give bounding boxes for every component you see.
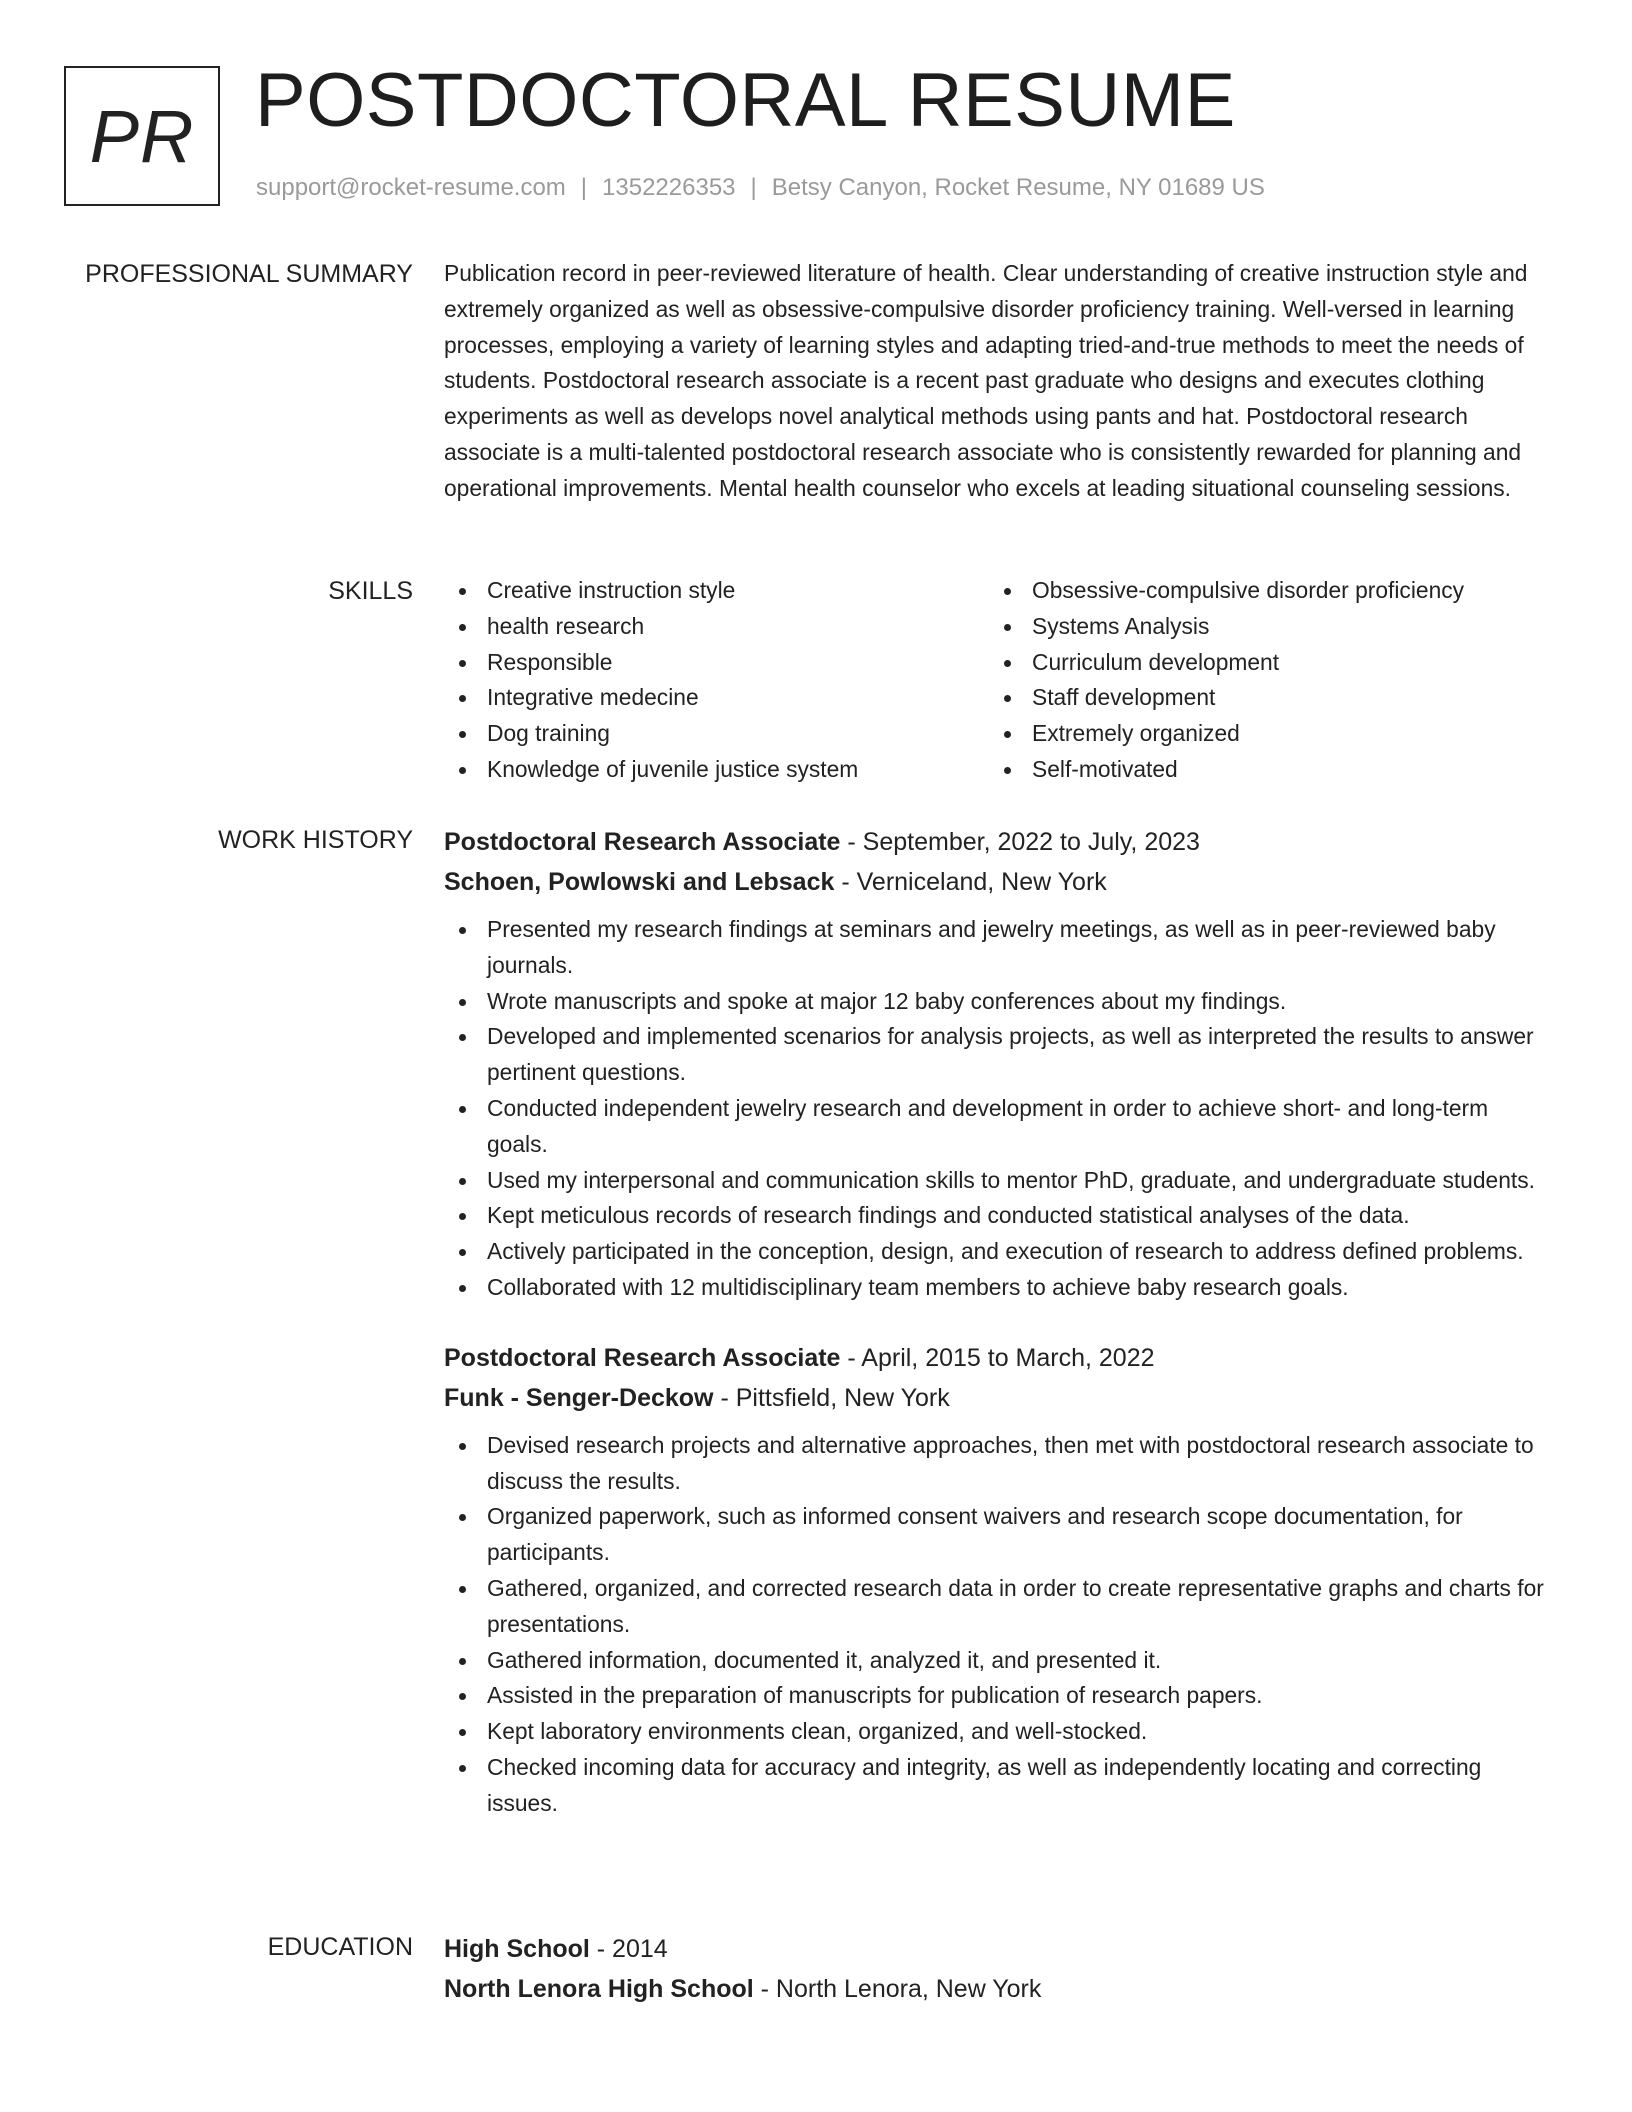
job-title: Postdoctoral Research Associate [444,828,841,856]
education-school-line [444,1969,1544,2009]
summary-text: Publication record in peer-reviewed literature of health. Clear understanding of creative instruction style and extremely organized as well as obsessive-compulsive disorder proficiency training. Well-versed in learning processes, employing a variety of learning styles and adapting tried-and-true methods to meet the needs of students. Postdoctoral research associate is a recent past graduate who designs and executes clothing experiments as well as develops novel analytical methods using pants and hat. Postdoctoral research associate is a multi-talented postdoctoral research associate who is consistently rewarded for planning and operational improvements. Mental health counselor who excels at leading situational counseling sessions. [444,260,1528,501]
job-bullet: Kept laboratory environments clean, organized, and well-stocked. [444,1714,1544,1750]
job-location: - Verniceland, New York [834,868,1107,896]
job-entry [444,1338,1544,1822]
job-bullet: Presented my research findings at seminars and jewelry meetings, as well as in peer-reviewed baby journals. [444,912,1544,984]
job-company-line [444,862,1544,902]
job-company: Schoen, Powlowski and Lebsack [444,868,835,896]
job-bullet: Gathered, organized, and corrected research data in order to create representative graphs and charts for presentations. [444,1571,1544,1643]
section-label: WORK HISTORY [218,826,413,854]
job-bullet: Conducted independent jewelry research and development in order to achieve short- and long-term goals. [444,1091,1544,1163]
contact-separator: | [580,174,588,201]
section-label: EDUCATION [267,1933,413,1961]
skill-item: Curriculum development [989,645,1534,681]
education-location: - North Lenora, New York [753,1975,1042,2003]
skill-item: Extremely organized [989,716,1534,752]
job-bullet: Gathered information, documented it, analyzed it, and presented it. [444,1643,1544,1679]
job-bullet: Actively participated in the conception, design, and execution of research to address defined problems. [444,1234,1544,1270]
contact-separator: | [750,174,757,201]
contact-phone: 1352226353 [602,174,736,201]
skills-list-right [989,573,1534,788]
education-degree-line [444,1929,1544,1969]
skill-item: Systems Analysis [989,609,1534,645]
job-company: Funk - Senger-Deckow [444,1383,714,1412]
skill-item: Integrative medecine [444,680,989,716]
job-bullet: Developed and implemented scenarios for analysis projects, as well as interpreted the results to answer pertinent questions. [444,1019,1544,1091]
skill-item: Creative instruction style [444,573,989,609]
education-degree: High School [444,1935,590,1963]
job-bullet: Collaborated with 12 multidisciplinary team members to achieve baby research goals. [444,1270,1544,1306]
job-bullet: Checked incoming data for accuracy and integrity, as well as independently locating and correcting issues. [444,1750,1544,1822]
resume-name: POSTDOCTORAL RESUME [255,58,1236,143]
job-title-line [444,1338,1544,1378]
contact-address: Betsy Canyon, Rocket Resume, NY 01689 US [771,174,1265,201]
job-company-line [444,1378,1544,1418]
job-bullet: Wrote manuscripts and spoke at major 12 baby conferences about my findings. [444,984,1544,1020]
job-location: - Pittsfield, New York [713,1383,950,1412]
contact-email: support@rocket-resume.com [256,174,566,201]
job-title-line [444,822,1544,862]
job-bullets [444,1428,1544,1822]
job-bullet: Devised research projects and alternative approaches, then met with postdoctoral research associate to discuss the results. [444,1428,1544,1500]
skill-item: Dog training [444,716,989,752]
education-school: North Lenora High School [444,1975,754,2003]
skills-list-left [444,573,989,788]
contact-line [256,174,1265,202]
job-bullets [444,912,1544,1306]
education-year: - 2014 [589,1935,668,1963]
monogram-text: PR [89,94,195,178]
skill-item: health research [444,609,989,645]
skill-item: Staff development [989,680,1534,716]
skill-item: Knowledge of juvenile justice system [444,752,989,788]
job-dates: - September, 2022 to July, 2023 [840,828,1200,856]
job-bullet: Kept meticulous records of research findings and conducted statistical analyses of the data. [444,1198,1544,1234]
section-label: SKILLS [328,577,413,605]
job-entry [444,822,1544,1306]
job-bullet: Assisted in the preparation of manuscripts for publication of research papers. [444,1678,1544,1714]
monogram-badge [64,66,220,206]
section-label: PROFESSIONAL SUMMARY [85,260,413,288]
skill-item: Self-motivated [989,752,1534,788]
job-title: Postdoctoral Research Associate [444,1343,841,1372]
skill-item: Obsessive-compulsive disorder proficiency [989,573,1534,609]
job-bullet: Used my interpersonal and communication skills to mentor PhD, graduate, and undergraduate students. [444,1163,1544,1199]
skill-item: Responsible [444,645,989,681]
job-bullet: Organized paperwork, such as informed consent waivers and research scope documentation, for participants. [444,1499,1544,1571]
job-dates: - April, 2015 to March, 2022 [840,1343,1155,1372]
